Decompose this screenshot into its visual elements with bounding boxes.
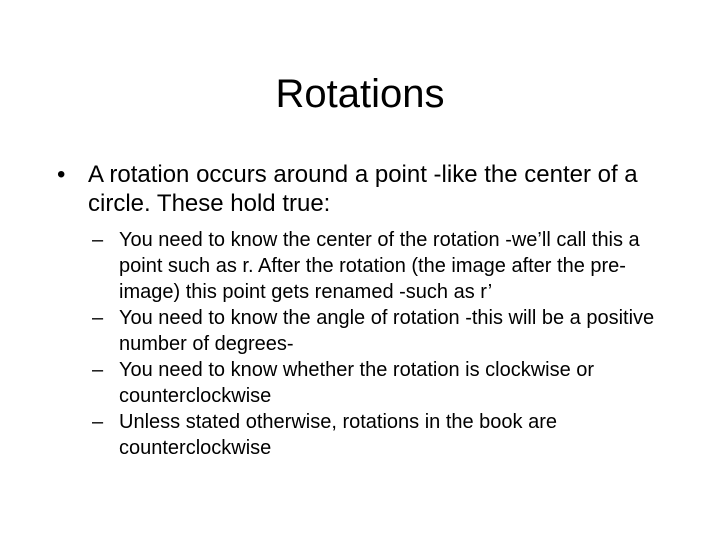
sub-bullet-list xyxy=(92,227,679,461)
sub-bullet-item xyxy=(92,357,679,409)
main-bullet xyxy=(57,160,648,218)
sub-bullet-text: You need to know the angle of rotation -this will be a positive number of degrees- xyxy=(119,307,655,355)
dash-marker: – xyxy=(92,307,104,329)
sub-bullet-text: You need to know the center of the rotation -we’ll call this a point such as r. After the rotation (the image after the pre-image) this point gets renamed -such as r’ xyxy=(119,229,640,303)
bullet-marker: • xyxy=(57,161,66,188)
sub-bullet-item xyxy=(92,409,679,461)
sub-bullet-text: You need to know whether the rotation is clockwise or counterclockwise xyxy=(119,359,595,407)
sub-bullet-item xyxy=(92,227,679,305)
dash-marker: – xyxy=(92,229,104,251)
dash-marker: – xyxy=(92,411,104,433)
slide-title: Rotations xyxy=(275,72,445,116)
dash-marker: – xyxy=(92,359,104,381)
sub-bullet-text: Unless stated otherwise, rotations in the book are counterclockwise xyxy=(119,411,558,459)
main-bullet-text: A rotation occurs around a point -like the center of a circle. These hold true: xyxy=(88,161,638,217)
sub-bullet-item xyxy=(92,305,679,357)
